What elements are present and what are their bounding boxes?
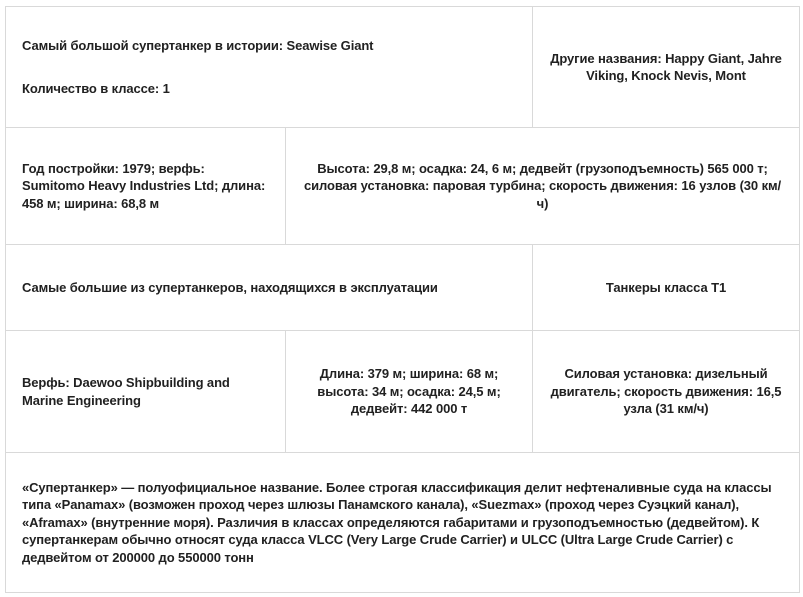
largest-in-service-cell: Самые большие из супертанкеров, находящихся в эксплуатации	[6, 245, 533, 331]
build-year-shipyard-cell: Год постройки: 1979; верфь: Sumitomo Heavy Industries Ltd; длина: 458 м; ширина: 68,8 м	[6, 128, 286, 245]
t1-class-cell: Танкеры класса Т1	[533, 245, 800, 331]
dimensions-deadweight-cell: Высота: 29,8 м; осадка: 24, 6 м; дедвейт (грузоподъемность) 565 000 т; силовая установка: паровая турбина; скорость движения: 16 узлов (30 км/ч)	[286, 128, 800, 245]
daewoo-shipyard-cell: Верфь: Daewoo Shipbuilding and Marine Engineering	[6, 331, 286, 453]
supertanker-info-table	[5, 6, 800, 593]
row-supertanker-definition	[6, 453, 800, 593]
t1-powerplant-cell: Силовая установка: дизельный двигатель; скорость движения: 16,5 узла (31 км/ч)	[533, 331, 800, 453]
seawise-giant-history-cell	[6, 7, 533, 128]
row-t1-specs	[6, 331, 800, 453]
t1-dimensions-cell: Длина: 379 м; ширина: 68 м; высота: 34 м; осадка: 24,5 м; дедвейт: 442 000 т	[286, 331, 533, 453]
row-largest-in-service	[6, 245, 800, 331]
row-seawise-giant	[6, 7, 800, 128]
supertanker-definition-cell: «Супертанкер» — полуофициальное название. Более строгая классификация делит нефтеналивные суда на классы типа «Panamax» (возможен проход через шлюзы Панамского канала), «Suezmax» (проход через Суэцкий канал), «Aframax» (внутренние моря). Различия в классах определяются габаритами и грузоподъемностью (дедвейтом). К супертанкерам обычно относят суда класса VLCC (Very Large Crude Carrier) и ULCC (Ultra Large Crude Carrier) с дедвейтом от 200000 до 550000 тонн	[6, 453, 800, 593]
row-seawise-giant-specs	[6, 128, 800, 245]
other-names-cell: Другие названия: Happy Giant, Jahre Viking, Knock Nevis, Mont	[533, 7, 800, 128]
class-count-line: Количество в классе: 1	[22, 80, 170, 96]
seawise-giant-history-line: Самый большой супертанкер в истории: Seawise Giant	[22, 38, 374, 53]
